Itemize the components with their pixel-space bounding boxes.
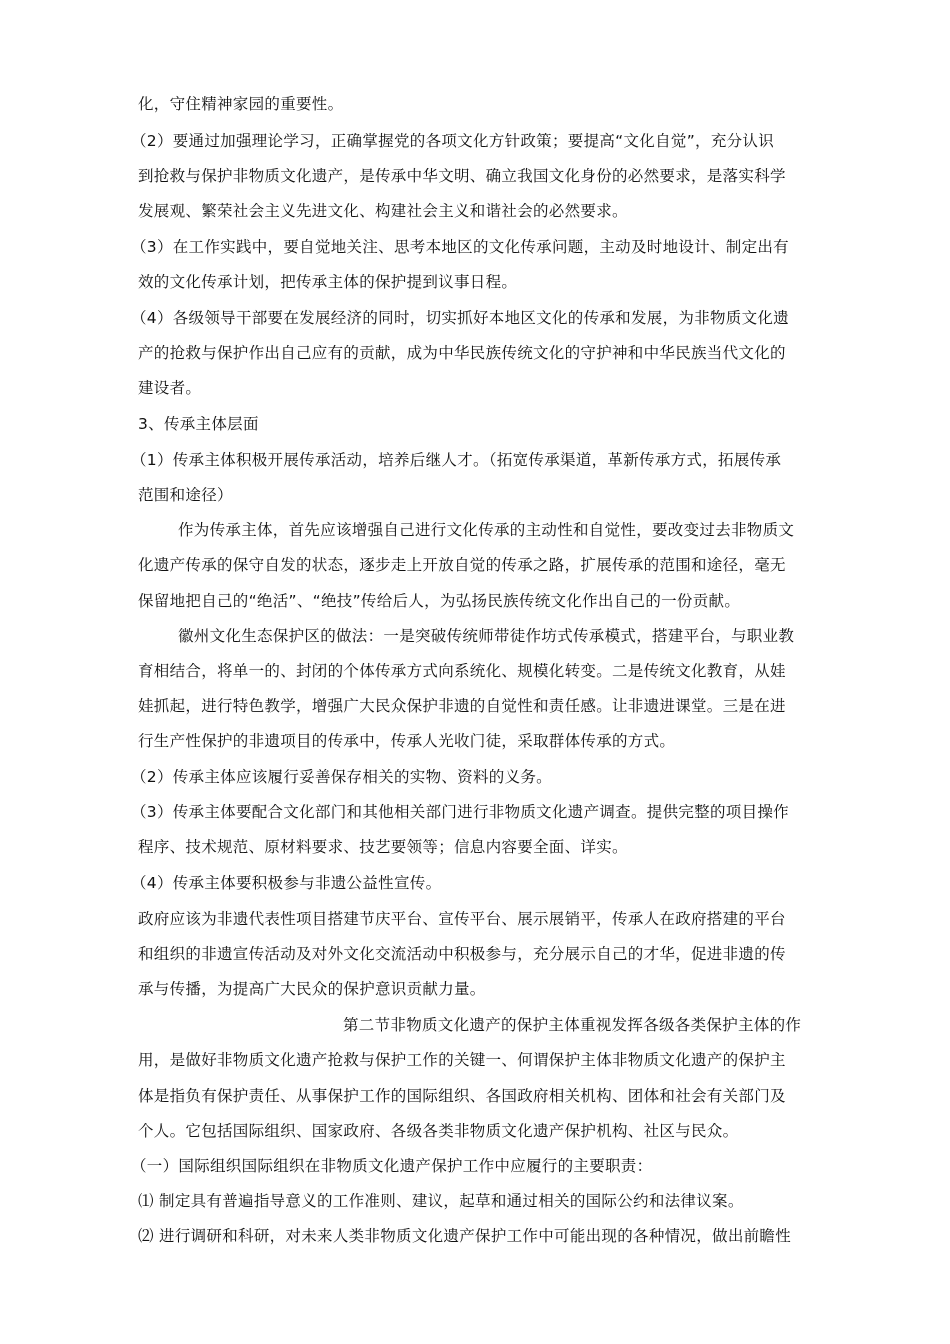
text-line: 育相结合，将单一的、封闭的个体传承方式向系统化、规模化转变。二是传统文化教育，从娃 (138, 662, 786, 680)
text-line: 和组织的非遗宣传活动及对外文化交流活动中积极参与，充分展示自己的才华，促进非遗的传 (138, 945, 786, 963)
text-line: ⑴ 制定具有普遍指导意义的工作准则、建议，起草和通过相关的国际公约和法律议案。 (138, 1192, 744, 1210)
text-line: 承与传播，为提高广大民众的保护意识贡献力量。 (138, 980, 486, 998)
text-line: （1）传承主体积极开展传承活动，培养后继人才。（拓宽传承渠道，革新传承方式，拓展传承 (131, 451, 782, 469)
text-line: 产的抢救与保护作出自己应有的贡献，成为中华民族传统文化的守护神和中华民族当代文化的 (138, 344, 786, 362)
section-title: 第二节非物质文化遗产的保护主体重视发挥各级各类保护主体的作 (343, 1016, 802, 1034)
text-line: 程序、技术规范、原材料要求、技艺要领等；信息内容要全面、详实。 (138, 838, 628, 856)
text-line: 个人。它包括国际组织、国家政府、各级各类非物质文化遗产保护机构、社区与民众。 (138, 1122, 739, 1140)
text-line: 到抢救与保护非物质文化遗产，是传承中华文明、确立我国文化身份的必然要求，是落实科学 (138, 167, 786, 185)
text-line: （3）传承主体要配合文化部门和其他相关部门进行非物质文化遗产调查。提供完整的项目操作 (131, 803, 789, 821)
text-line: （2）传承主体应该履行妥善保存相关的实物、资料的义务。 (131, 768, 552, 786)
text-line: 用，是做好非物质文化遗产抢救与保护工作的关键一、何谓保护主体非物质文化遗产的保护主 (138, 1051, 786, 1069)
text-line: 化，守住精神家园的重要性。 (138, 95, 344, 113)
text-line: （2）要通过加强理论学习，正确掌握党的各项文化方针政策；要提高“文化自觉”，充分认识 (131, 132, 775, 150)
text-line: 行生产性保护的非遗项目的传承中，传承人光收门徒，采取群体传承的方式。 (138, 732, 676, 750)
text-line: （一）国际组织国际组织在非物质文化遗产保护工作中应履行的主要职责： (131, 1157, 653, 1175)
text-line: 建设者。 (138, 379, 202, 397)
text-line: 作为传承主体，首先应该增强自己进行文化传承的主动性和自觉性，要改变过去非物质文 (178, 521, 795, 539)
text-line: 化遗产传承的保守自发的状态，逐步走上开放自觉的传承之路，扩展传承的范围和途径，毫无 (138, 556, 786, 574)
section-heading: 3、传承主体层面 (138, 415, 259, 433)
text-line: 体是指负有保护责任、从事保护工作的国际组织、各国政府相关机构、团体和社会有关部门及 (138, 1087, 786, 1105)
text-line: 保留地把自己的“绝活”、“绝技”传给后人，为弘扬民族传统文化作出自己的一份贡献。 (138, 592, 741, 610)
text-line: 发展观、繁荣社会主义先进文化、构建社会主义和谐社会的必然要求。 (138, 202, 628, 220)
text-line: 政府应该为非遗代表性项目搭建节庆平台、宣传平台、展示展销平，传承人在政府搭建的平台 (138, 910, 786, 928)
text-line: （4）传承主体要积极参与非遗公益性宣传。 (131, 874, 442, 892)
text-line: 范围和途径） (138, 486, 233, 504)
text-line: 徽州文化生态保护区的做法：一是突破传统师带徒作坊式传承模式，搭建平台，与职业教 (178, 627, 795, 645)
text-line: 娃抓起，进行特色教学，增强广大民众保护非遗的自觉性和责任感。让非遗进课堂。三是在进 (138, 697, 786, 715)
text-line: （3）在工作实践中，要自觉地关注、思考本地区的文化传承问题，主动及时地设计、制定出有 (131, 238, 789, 256)
text-line: ⑵ 进行调研和科研，对未来人类非物质文化遗产保护工作中可能出现的各种情况，做出前瞻性 (138, 1227, 792, 1245)
text-line: （4）各级领导干部要在发展经济的同时，切实抓好本地区文化的传承和发展，为非物质文化遗 (131, 309, 789, 327)
text-line: 效的文化传承计划，把传承主体的保护提到议事日程。 (138, 273, 518, 291)
